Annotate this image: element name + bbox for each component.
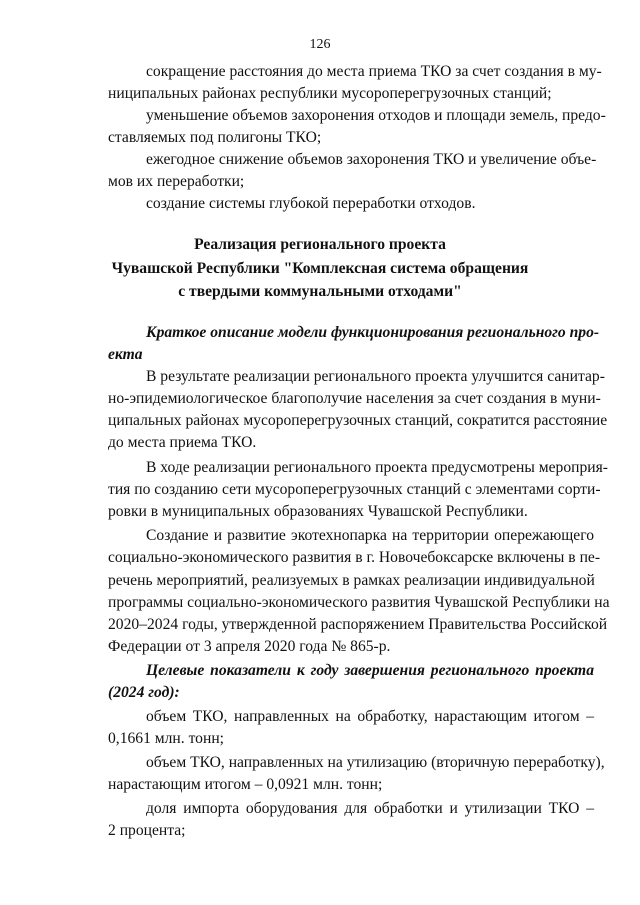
paragraph-3-line-5: 2020–2024 годы, утвержденной распоряжением Правительства Российской <box>108 616 608 633</box>
paragraph-1-line-4: до места приема ТКО. <box>108 434 257 451</box>
section-title-line-1: Реализация регионального проекта <box>194 236 446 253</box>
model-subheading-line-1: Краткое описание модели функционирования регионального про- <box>146 324 600 341</box>
page-number: 126 <box>309 37 331 52</box>
targets-subheading-line-2: (2024 год): <box>108 684 180 701</box>
paragraph-1-line-3: ципальных районах мусороперегрузочных станций, сократится расстояние <box>108 412 608 429</box>
paragraph-3-line-2: социально-экономического развития в г. Новочебоксарске включены в пе- <box>108 549 601 566</box>
paragraph-1-line-2: но-эпидемиологическое благополучие населения за счет создания в муни- <box>108 390 601 407</box>
target-2-line-1: объем ТКО, направленных на утилизацию (вторичную переработку), <box>146 754 605 771</box>
paragraph-1-line-1: В результате реализации регионального проекта улучшится санитар- <box>146 368 605 385</box>
paragraph-2-line-3: ровки в муниципальных образованиях Чувашской Республики. <box>108 503 528 520</box>
target-3-line-2: 2 процента; <box>108 822 186 839</box>
section-title-line-2: Чувашской Республики "Комплексная система обращения <box>111 260 529 277</box>
section-title-line-3: с твердыми коммунальными отходами" <box>178 283 462 300</box>
intro-item-2-line-1: уменьшение объемов захоронения отходов и площади земель, предо- <box>146 107 606 124</box>
intro-item-4-line-1: создание системы глубокой переработки отходов. <box>146 195 476 212</box>
target-1-line-2: 0,1661 млн. тонн; <box>108 730 225 747</box>
target-2-line-2: нарастающим итогом – 0,0921 млн. тонн; <box>108 776 383 793</box>
intro-item-2-line-2: ставляемых под полигоны ТКО; <box>108 129 322 146</box>
targets-subheading-line-1: Целевые показатели к году завершения регионального проекта <box>146 662 594 679</box>
intro-item-3-line-2: мов их переработки; <box>108 173 245 190</box>
paragraph-3-line-4: программы социально-экономического развития Чувашской Республики на <box>108 594 610 611</box>
intro-item-1-line-1: сокращение расстояния до места приема ТКО за счет создания в му- <box>146 63 602 80</box>
model-subheading-line-2: екта <box>108 346 143 363</box>
paragraph-3-line-3: речень мероприятий, реализуемых в рамках реализации индивидуальной <box>108 572 595 589</box>
target-1-line-1: объем ТКО, направленных на обработку, нарастающим итогом – <box>146 708 594 725</box>
intro-item-3-line-1: ежегодное снижение объемов захоронения ТКО и увеличение объе- <box>146 151 597 168</box>
paragraph-2-line-1: В ходе реализации регионального проекта предусмотрены мероприя- <box>146 459 609 476</box>
paragraph-2-line-2: тия по созданию сети мусороперегрузочных станций с элементами сорти- <box>108 481 601 498</box>
intro-item-1-line-2: ниципальных районах республики мусороперегрузочных станций; <box>108 85 552 102</box>
paragraph-3-line-6: Федерации от 3 апреля 2020 года № 865-р. <box>108 638 391 655</box>
paragraph-3-line-1: Создание и развитие экотехнопарка на территории опережающего <box>146 527 594 544</box>
target-3-line-1: доля импорта оборудования для обработки и утилизации ТКО – <box>146 800 594 817</box>
